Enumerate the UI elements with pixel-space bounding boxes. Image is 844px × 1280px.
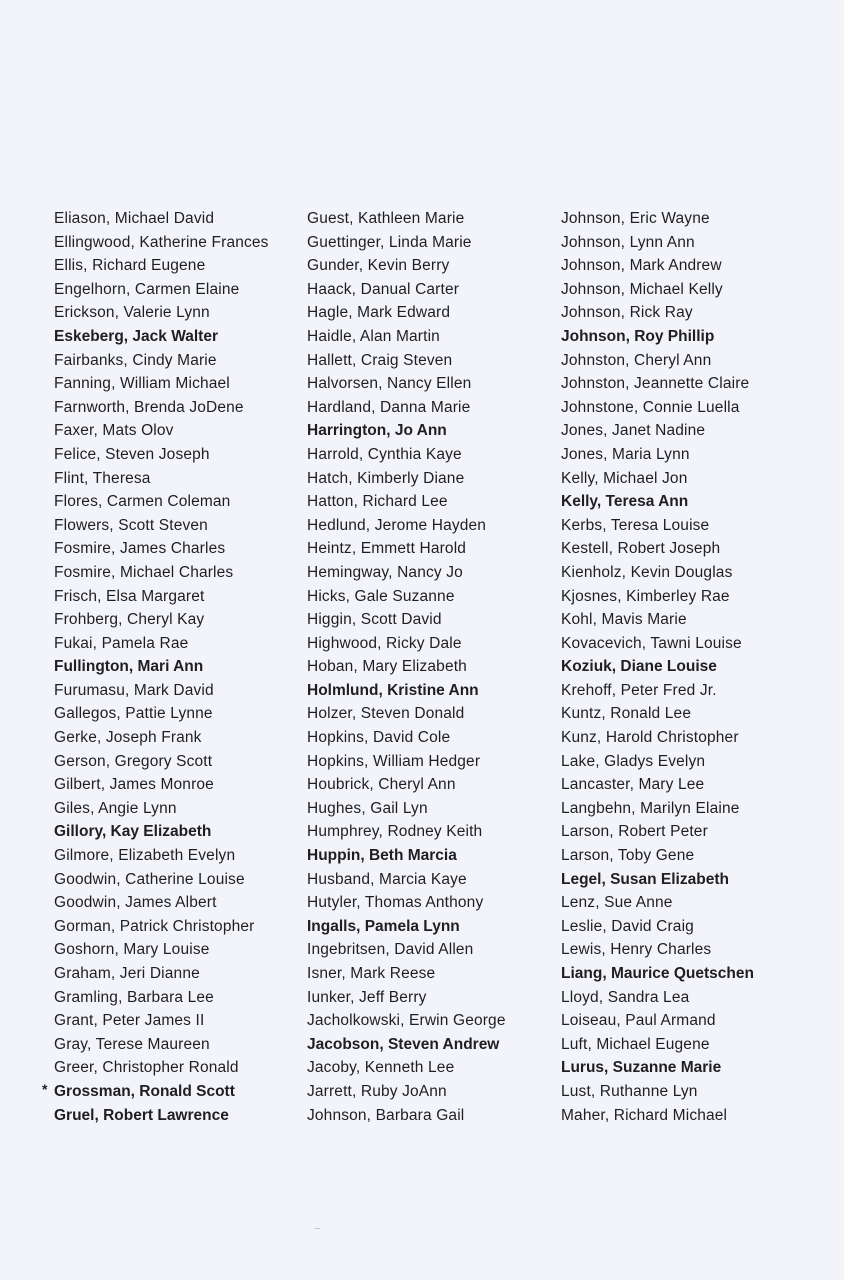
name-text: Johnson, Eric Wayne: [561, 210, 710, 227]
name-text: Kienholz, Kevin Douglas: [561, 563, 733, 581]
name-text: Johnson, Rick Ray: [561, 304, 693, 322]
list-item: [307, 844, 557, 868]
list-item: [307, 915, 557, 939]
name-text: Jarrett, Ruby JoAnn: [307, 1082, 447, 1100]
list-item: [307, 561, 557, 585]
list-item: [561, 372, 831, 396]
name-text: Ingalls, Pamela Lynn: [307, 917, 460, 935]
list-item: [54, 1056, 304, 1080]
list-item: [54, 773, 304, 797]
list-item: [561, 396, 831, 420]
name-text: Kelly, Teresa Ann: [561, 493, 689, 511]
name-text: Ingebritsen, David Allen: [307, 941, 474, 959]
name-text: Fosmire, Michael Charles: [54, 563, 234, 581]
name-text: Houbrick, Cheryl Ann: [307, 776, 456, 794]
name-text: Fanning, William Michael: [54, 375, 230, 393]
list-item: [54, 349, 304, 373]
name-text: Fukai, Pamela Rae: [54, 634, 189, 652]
list-item: [54, 820, 304, 844]
name-text: Harrington, Jo Ann: [307, 422, 447, 440]
list-item: [307, 797, 557, 821]
list-item: [561, 585, 831, 609]
list-item: [54, 372, 304, 396]
name-text: Highwood, Ricky Dale: [307, 634, 462, 652]
name-text: Halvorsen, Nancy Ellen: [307, 375, 472, 393]
name-text: Johnson, Michael Kelly: [561, 280, 723, 298]
list-item: [307, 585, 557, 609]
list-item: [307, 679, 557, 703]
list-item: [561, 655, 831, 679]
name-text: Lust, Ruthanne Lyn: [561, 1082, 698, 1100]
list-item: [54, 396, 304, 420]
list-item: [307, 750, 557, 774]
name-text: Furumasu, Mark David: [54, 681, 214, 699]
name-text: Huppin, Beth Marcia: [307, 847, 457, 865]
list-item: [54, 1033, 304, 1057]
list-item: [561, 891, 831, 915]
name-text: Liang, Maurice Quetschen: [561, 965, 754, 982]
list-item: [307, 868, 557, 892]
name-text: Hicks, Gale Suzanne: [307, 587, 455, 605]
name-text: Hardland, Danna Marie: [307, 398, 471, 416]
list-item: [307, 820, 557, 844]
list-item: [54, 419, 304, 443]
list-item: [561, 820, 831, 844]
list-item: [561, 301, 831, 325]
list-item: [307, 396, 557, 420]
list-item: [307, 537, 557, 561]
name-text: Flint, Theresa: [54, 469, 151, 487]
list-item: [54, 750, 304, 774]
list-item: [561, 726, 831, 750]
list-item: [561, 986, 831, 1010]
name-text: Johnstone, Connie Luella: [561, 398, 740, 416]
name-text: Hedlund, Jerome Hayden: [307, 516, 487, 534]
list-item: [307, 773, 557, 797]
list-item: [561, 962, 831, 986]
list-item: [54, 702, 304, 726]
name-text: Jones, Maria Lynn: [561, 445, 690, 463]
name-text: Jacholkowski, Erwin George: [307, 1012, 506, 1030]
name-text: Ellingwood, Katherine Frances: [54, 233, 269, 251]
list-item: [561, 868, 831, 892]
list-item: [54, 726, 304, 750]
list-item: [54, 301, 304, 325]
name-text: Humphrey, Rodney Keith: [307, 823, 483, 841]
name-text: Kunz, Harold Christopher: [561, 729, 739, 747]
list-item: [307, 986, 557, 1010]
name-text: Kerbs, Teresa Louise: [561, 516, 710, 534]
name-text: Fosmire, James Charles: [54, 540, 226, 558]
list-item: [307, 231, 557, 255]
name-text: Kovacevich, Tawni Louise: [561, 634, 742, 652]
list-item: [307, 278, 557, 302]
name-text: Kestell, Robert Joseph: [561, 540, 721, 558]
name-text: Goodwin, Catherine Louise: [54, 870, 245, 888]
name-text: Goshorn, Mary Louise: [54, 941, 210, 959]
name-text: Isner, Mark Reese: [307, 965, 436, 982]
name-text: Jacoby, Kenneth Lee: [307, 1059, 455, 1077]
list-item: [561, 443, 831, 467]
name-text: Frohberg, Cheryl Kay: [54, 611, 205, 629]
name-text: Lancaster, Mary Lee: [561, 776, 705, 794]
list-item: [307, 962, 557, 986]
name-text: Husband, Marcia Kaye: [307, 870, 467, 888]
list-item: [54, 325, 304, 349]
list-item: [54, 679, 304, 703]
list-item: [561, 207, 831, 231]
name-column-1: [42, 207, 304, 1127]
list-item: [561, 773, 831, 797]
list-item: [561, 537, 831, 561]
name-text: Gruel, Robert Lawrence: [54, 1106, 229, 1124]
page-smudge: [314, 1228, 320, 1229]
list-item: [54, 915, 304, 939]
name-text: Loiseau, Paul Armand: [561, 1012, 716, 1030]
list-item: [54, 254, 304, 278]
list-item: [561, 1080, 831, 1104]
list-item: [561, 254, 831, 278]
name-text: Lenz, Sue Anne: [561, 894, 673, 912]
list-item: [561, 490, 831, 514]
list-item: [54, 443, 304, 467]
list-item: [561, 325, 831, 349]
list-item: [307, 372, 557, 396]
name-text: Frisch, Elsa Margaret: [54, 587, 205, 605]
list-item: [561, 938, 831, 962]
name-text: Koziuk, Diane Louise: [561, 658, 717, 676]
list-item: [54, 608, 304, 632]
name-text: Iunker, Jeff Berry: [307, 988, 427, 1006]
name-text: Hutyler, Thomas Anthony: [307, 894, 484, 912]
name-text: Heintz, Emmett Harold: [307, 540, 467, 558]
name-text: Hatton, Richard Lee: [307, 493, 448, 511]
name-text: Gramling, Barbara Lee: [54, 988, 214, 1006]
name-text: Lewis, Henry Charles: [561, 941, 712, 959]
name-text: Hopkins, David Cole: [307, 729, 451, 747]
list-item: [54, 537, 304, 561]
list-item: [307, 254, 557, 278]
list-item: [307, 1080, 557, 1104]
name-text: Johnson, Barbara Gail: [307, 1106, 465, 1124]
name-text: Legel, Susan Elizabeth: [561, 870, 729, 888]
list-item: [307, 467, 557, 491]
name-text: Jacobson, Steven Andrew: [307, 1035, 500, 1053]
name-text: Hughes, Gail Lyn: [307, 799, 428, 817]
name-column-2: [307, 207, 557, 1127]
name-text: Ellis, Richard Eugene: [54, 257, 206, 275]
list-item: [307, 1009, 557, 1033]
name-text: Engelhorn, Carmen Elaine: [54, 280, 240, 298]
list-item: [54, 514, 304, 538]
list-item: [54, 1009, 304, 1033]
list-item: [54, 207, 304, 231]
name-text: Lurus, Suzanne Marie: [561, 1059, 722, 1077]
name-text: Gray, Terese Maureen: [54, 1035, 210, 1053]
name-text: Hoban, Mary Elizabeth: [307, 658, 467, 676]
name-text: Langbehn, Marilyn Elaine: [561, 799, 740, 817]
list-item: [307, 632, 557, 656]
list-item: [307, 301, 557, 325]
list-item: [54, 632, 304, 656]
name-text: Kelly, Michael Jon: [561, 469, 688, 487]
list-item: [307, 938, 557, 962]
name-text: Gilmore, Elizabeth Evelyn: [54, 847, 236, 865]
list-item: [561, 679, 831, 703]
list-item: [54, 938, 304, 962]
list-item: [54, 986, 304, 1010]
list-item: [54, 467, 304, 491]
list-item: [561, 1033, 831, 1057]
name-text: Guettinger, Linda Marie: [307, 233, 472, 251]
name-text: Johnson, Mark Andrew: [561, 257, 722, 275]
list-item: [307, 1033, 557, 1057]
name-text: Hopkins, William Hedger: [307, 752, 481, 770]
name-text: Hagle, Mark Edward: [307, 304, 451, 322]
list-item: [307, 608, 557, 632]
name-text: Johnson, Roy Phillip: [561, 327, 715, 345]
name-text: Jones, Janet Nadine: [561, 422, 706, 440]
name-text: Gallegos, Pattie Lynne: [54, 705, 213, 723]
name-text: Gorman, Patrick Christopher: [54, 917, 255, 935]
name-text: Lake, Gladys Evelyn: [561, 752, 706, 770]
list-item: [54, 231, 304, 255]
list-item: [561, 608, 831, 632]
list-item: [42, 1080, 304, 1104]
name-text: Gerke, Joseph Frank: [54, 729, 202, 747]
name-text: Larson, Toby Gene: [561, 847, 695, 865]
name-text: Goodwin, James Albert: [54, 894, 217, 912]
name-text: Gerson, Gregory Scott: [54, 752, 213, 770]
name-text: Larson, Robert Peter: [561, 823, 708, 841]
name-text: Grossman, Ronald Scott: [54, 1082, 235, 1100]
name-text: Johnson, Lynn Ann: [561, 233, 695, 251]
asterisk-marker: *: [42, 1080, 48, 1097]
list-item: [561, 467, 831, 491]
list-item: [561, 231, 831, 255]
name-text: Haidle, Alan Martin: [307, 327, 440, 345]
list-item: [54, 891, 304, 915]
list-item: [561, 844, 831, 868]
list-item: [307, 490, 557, 514]
list-item: [307, 1056, 557, 1080]
name-text: Hemingway, Nancy Jo: [307, 563, 463, 581]
list-item: [561, 1009, 831, 1033]
name-text: Kuntz, Ronald Lee: [561, 705, 692, 723]
list-item: [561, 561, 831, 585]
name-column-3: [561, 207, 831, 1127]
list-item: [561, 1104, 831, 1128]
list-item: [307, 702, 557, 726]
list-item: [307, 1104, 557, 1128]
list-item: [307, 514, 557, 538]
list-item: [561, 514, 831, 538]
name-text: Fullington, Mari Ann: [54, 658, 204, 676]
name-text: Johnston, Jeannette Claire: [561, 375, 750, 393]
name-text: Flowers, Scott Steven: [54, 516, 208, 534]
list-item: [54, 1104, 304, 1128]
name-text: Johnston, Cheryl Ann: [561, 351, 712, 369]
list-item: [561, 1056, 831, 1080]
name-text: Harrold, Cynthia Kaye: [307, 445, 462, 463]
name-text: Gillory, Kay Elizabeth: [54, 823, 212, 841]
list-item: [561, 419, 831, 443]
list-item: [561, 349, 831, 373]
list-item: [307, 207, 557, 231]
name-text: Gunder, Kevin Berry: [307, 257, 450, 275]
name-text: Guest, Kathleen Marie: [307, 210, 465, 227]
list-item: [54, 278, 304, 302]
list-item: [561, 702, 831, 726]
name-text: Flores, Carmen Coleman: [54, 493, 231, 511]
name-text: Felice, Steven Joseph: [54, 445, 210, 463]
name-text: Holzer, Steven Donald: [307, 705, 465, 723]
list-item: [307, 349, 557, 373]
name-text: Kohl, Mavis Marie: [561, 611, 687, 629]
list-item: [561, 632, 831, 656]
list-item: [561, 915, 831, 939]
name-text: Hallett, Craig Steven: [307, 351, 453, 369]
list-item: [54, 868, 304, 892]
list-item: [307, 891, 557, 915]
list-item: [54, 962, 304, 986]
list-item: [54, 797, 304, 821]
name-text: Luft, Michael Eugene: [561, 1035, 710, 1053]
name-text: Eskeberg, Jack Walter: [54, 327, 218, 345]
list-item: [561, 278, 831, 302]
name-text: Haack, Danual Carter: [307, 280, 460, 298]
list-item: [307, 419, 557, 443]
name-text: Greer, Christopher Ronald: [54, 1059, 239, 1077]
name-text: Holmlund, Kristine Ann: [307, 681, 479, 699]
name-text: Krehoff, Peter Fred Jr.: [561, 681, 717, 699]
name-text: Leslie, David Craig: [561, 917, 694, 935]
list-item: [561, 750, 831, 774]
list-item: [54, 585, 304, 609]
name-text: Farnworth, Brenda JoDene: [54, 398, 244, 416]
name-text: Gilbert, James Monroe: [54, 776, 214, 794]
name-text: Maher, Richard Michael: [561, 1106, 728, 1124]
name-text: Grant, Peter James II: [54, 1012, 205, 1030]
name-text: Giles, Angie Lynn: [54, 799, 177, 817]
name-text: Higgin, Scott David: [307, 611, 442, 629]
list-item: [307, 325, 557, 349]
name-text: Eliason, Michael David: [54, 210, 215, 227]
list-item: [54, 561, 304, 585]
list-item: [561, 797, 831, 821]
name-text: Hatch, Kimberly Diane: [307, 469, 465, 487]
name-text: Fairbanks, Cindy Marie: [54, 351, 217, 369]
list-item: [307, 726, 557, 750]
list-item: [54, 655, 304, 679]
list-item: [307, 655, 557, 679]
name-text: Graham, Jeri Dianne: [54, 965, 200, 982]
list-item: [307, 443, 557, 467]
list-item: [54, 490, 304, 514]
name-text: Kjosnes, Kimberley Rae: [561, 587, 730, 605]
list-item: [54, 844, 304, 868]
name-text: Faxer, Mats Olov: [54, 422, 174, 440]
name-text: Erickson, Valerie Lynn: [54, 304, 210, 322]
name-text: Lloyd, Sandra Lea: [561, 988, 690, 1006]
